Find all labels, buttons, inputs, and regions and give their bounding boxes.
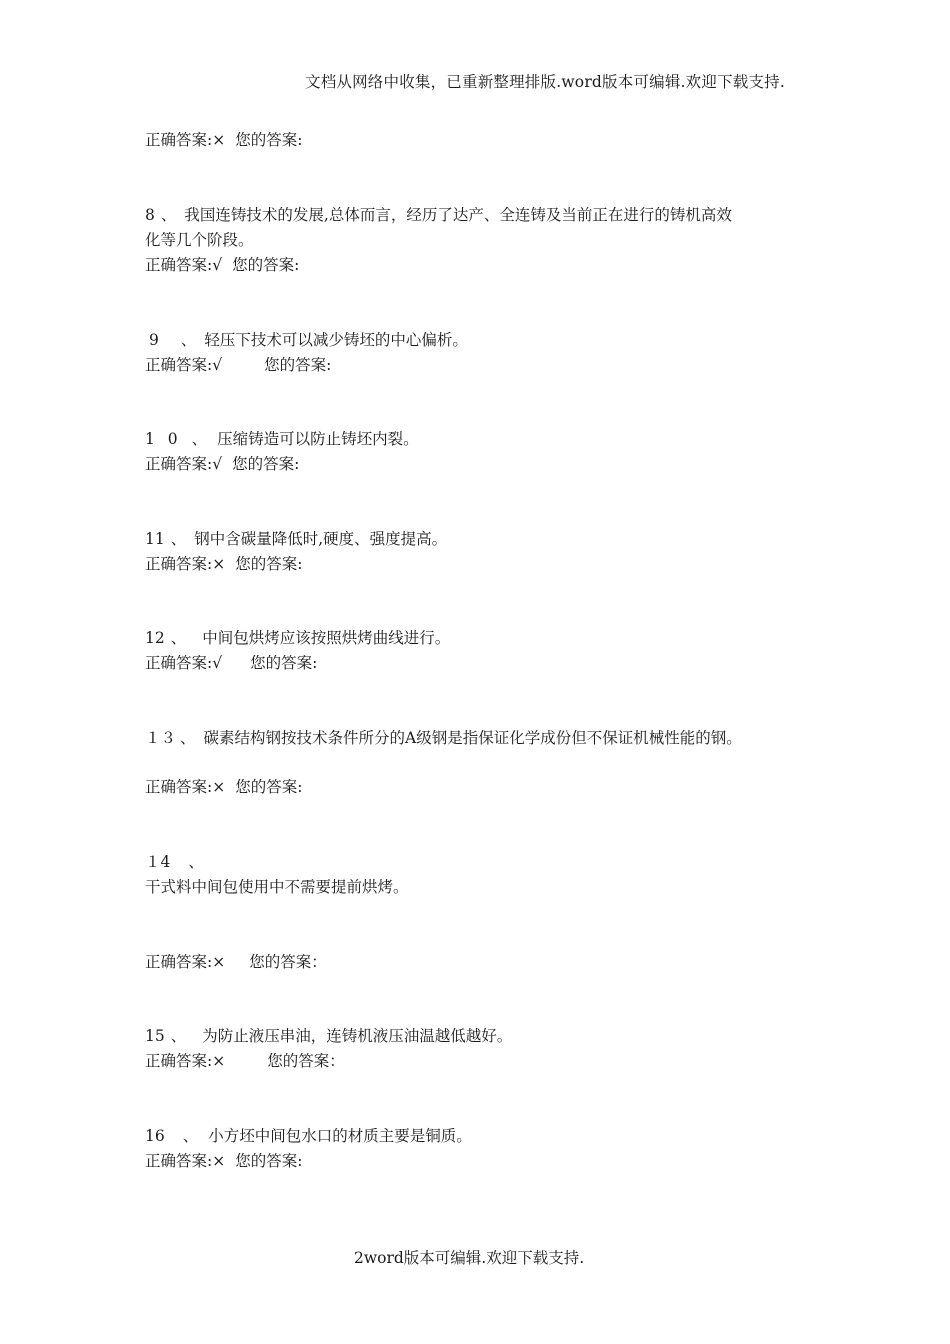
correct-answer-value: × bbox=[212, 1152, 226, 1170]
answer-line bbox=[145, 353, 331, 375]
question-text: 轻压下技术可以减少铸坯的中心偏析。 bbox=[204, 331, 468, 349]
your-answer-label: 您的答案: bbox=[235, 131, 303, 149]
answer-line bbox=[145, 950, 327, 972]
question-text: 为防止液压串油，连铸机液压油温越低越好。 bbox=[202, 1027, 513, 1045]
correct-answer-label: 正确答案: bbox=[145, 778, 213, 796]
correct-answer-label: 正确答案: bbox=[145, 455, 213, 473]
question-separator: 、 bbox=[170, 530, 187, 548]
question-line bbox=[145, 626, 450, 648]
question-separator: 、 bbox=[160, 206, 177, 224]
question-line bbox=[145, 850, 204, 872]
question-number: １4 bbox=[145, 853, 171, 871]
correct-answer-label: 正确答案: bbox=[145, 1152, 213, 1170]
correct-answer-value: × bbox=[212, 1052, 226, 1070]
question-separator: 、 bbox=[188, 853, 204, 871]
correct-answer-value: √ bbox=[212, 356, 223, 374]
question-separator: 、 bbox=[170, 629, 187, 647]
question-number: １３ bbox=[145, 729, 177, 747]
question-text: 我国连铸技术的发展,总体而言，经历了达产、全连铸及当前正在进行的铸机高效 bbox=[184, 206, 732, 224]
question-separator: 、 bbox=[182, 1127, 199, 1145]
your-answer-label: 您的答案： bbox=[249, 953, 327, 971]
question-text: 干式料中间包使用中不需要提前烘烤。 bbox=[145, 878, 409, 896]
question-number: 1 0 bbox=[145, 430, 182, 448]
question-separator: 、 bbox=[180, 729, 196, 747]
answer-line bbox=[145, 452, 299, 474]
question-separator: 、 bbox=[170, 1027, 187, 1045]
correct-answer-label: 正确答案: bbox=[145, 256, 213, 274]
answer-line bbox=[145, 552, 302, 574]
your-answer-label: 您的答案: bbox=[235, 555, 303, 573]
question-number: 16 bbox=[145, 1127, 165, 1145]
question-line bbox=[145, 527, 447, 549]
answer-line bbox=[145, 1049, 345, 1071]
your-answer-label: 您的答案: bbox=[250, 654, 318, 672]
answer-line bbox=[145, 1149, 302, 1171]
question-line bbox=[145, 203, 732, 225]
correct-answer-value: × bbox=[212, 555, 226, 573]
question-text: 压缩铸造可以防止铸坯内裂。 bbox=[217, 430, 419, 448]
question-text-continued: 化等几个阶段。 bbox=[145, 231, 254, 249]
question-number: 11 bbox=[145, 530, 165, 548]
your-answer-label: 您的答案: bbox=[235, 778, 303, 796]
correct-answer-value: × bbox=[212, 778, 226, 796]
correct-answer-value: √ bbox=[212, 654, 223, 672]
your-answer-label: 您的答案: bbox=[232, 256, 300, 274]
question-separator: 、 bbox=[180, 331, 197, 349]
correct-answer-label: 正确答案: bbox=[145, 131, 213, 149]
answer-line bbox=[145, 651, 317, 673]
question-text: 中间包烘烤应该按照烘烤曲线进行。 bbox=[202, 629, 451, 647]
answer-line bbox=[145, 775, 302, 797]
correct-answer-value: × bbox=[212, 131, 226, 149]
correct-answer-label: 正确答案: bbox=[145, 356, 213, 374]
answer-line bbox=[145, 128, 302, 150]
page-footer: 2word版本可编辑.欢迎下载支持. bbox=[354, 1249, 585, 1267]
correct-answer-label: 正确答案: bbox=[145, 654, 213, 672]
question-line bbox=[145, 726, 742, 748]
question-text: 碳素结构钢按技术条件所分的A级钢是指保证化学成份但不保证机械性能的钢。 bbox=[203, 729, 742, 747]
your-answer-label: 您的答案： bbox=[267, 1052, 345, 1070]
question-number: 9 bbox=[149, 331, 159, 349]
page-header: 文档从网络中收集，已重新整理排版.word版本可编辑.欢迎下载支持. bbox=[305, 73, 786, 91]
correct-answer-label: 正确答案: bbox=[145, 1052, 213, 1070]
question-line bbox=[145, 427, 419, 449]
correct-answer-value: √ bbox=[212, 256, 223, 274]
question-line bbox=[145, 328, 468, 350]
your-answer-label: 您的答案: bbox=[264, 356, 332, 374]
your-answer-label: 您的答案: bbox=[235, 1152, 303, 1170]
question-separator: 、 bbox=[191, 430, 208, 448]
correct-answer-label: 正确答案: bbox=[145, 555, 213, 573]
question-number: 15 bbox=[145, 1027, 165, 1045]
question-number: 12 bbox=[145, 629, 165, 647]
correct-answer-label: 正确答案: bbox=[145, 953, 213, 971]
question-line bbox=[145, 1024, 512, 1046]
question-text: 钢中含碳量降低时,硬度、强度提高。 bbox=[194, 530, 448, 548]
correct-answer-value: × bbox=[212, 953, 226, 971]
question-line bbox=[145, 1124, 472, 1146]
your-answer-label: 您的答案: bbox=[232, 455, 300, 473]
question-text: 小方坯中间包水口的材质主要是铜质。 bbox=[208, 1127, 472, 1145]
correct-answer-value: √ bbox=[212, 455, 223, 473]
question-number: 8 bbox=[145, 206, 155, 224]
answer-line bbox=[145, 253, 299, 275]
